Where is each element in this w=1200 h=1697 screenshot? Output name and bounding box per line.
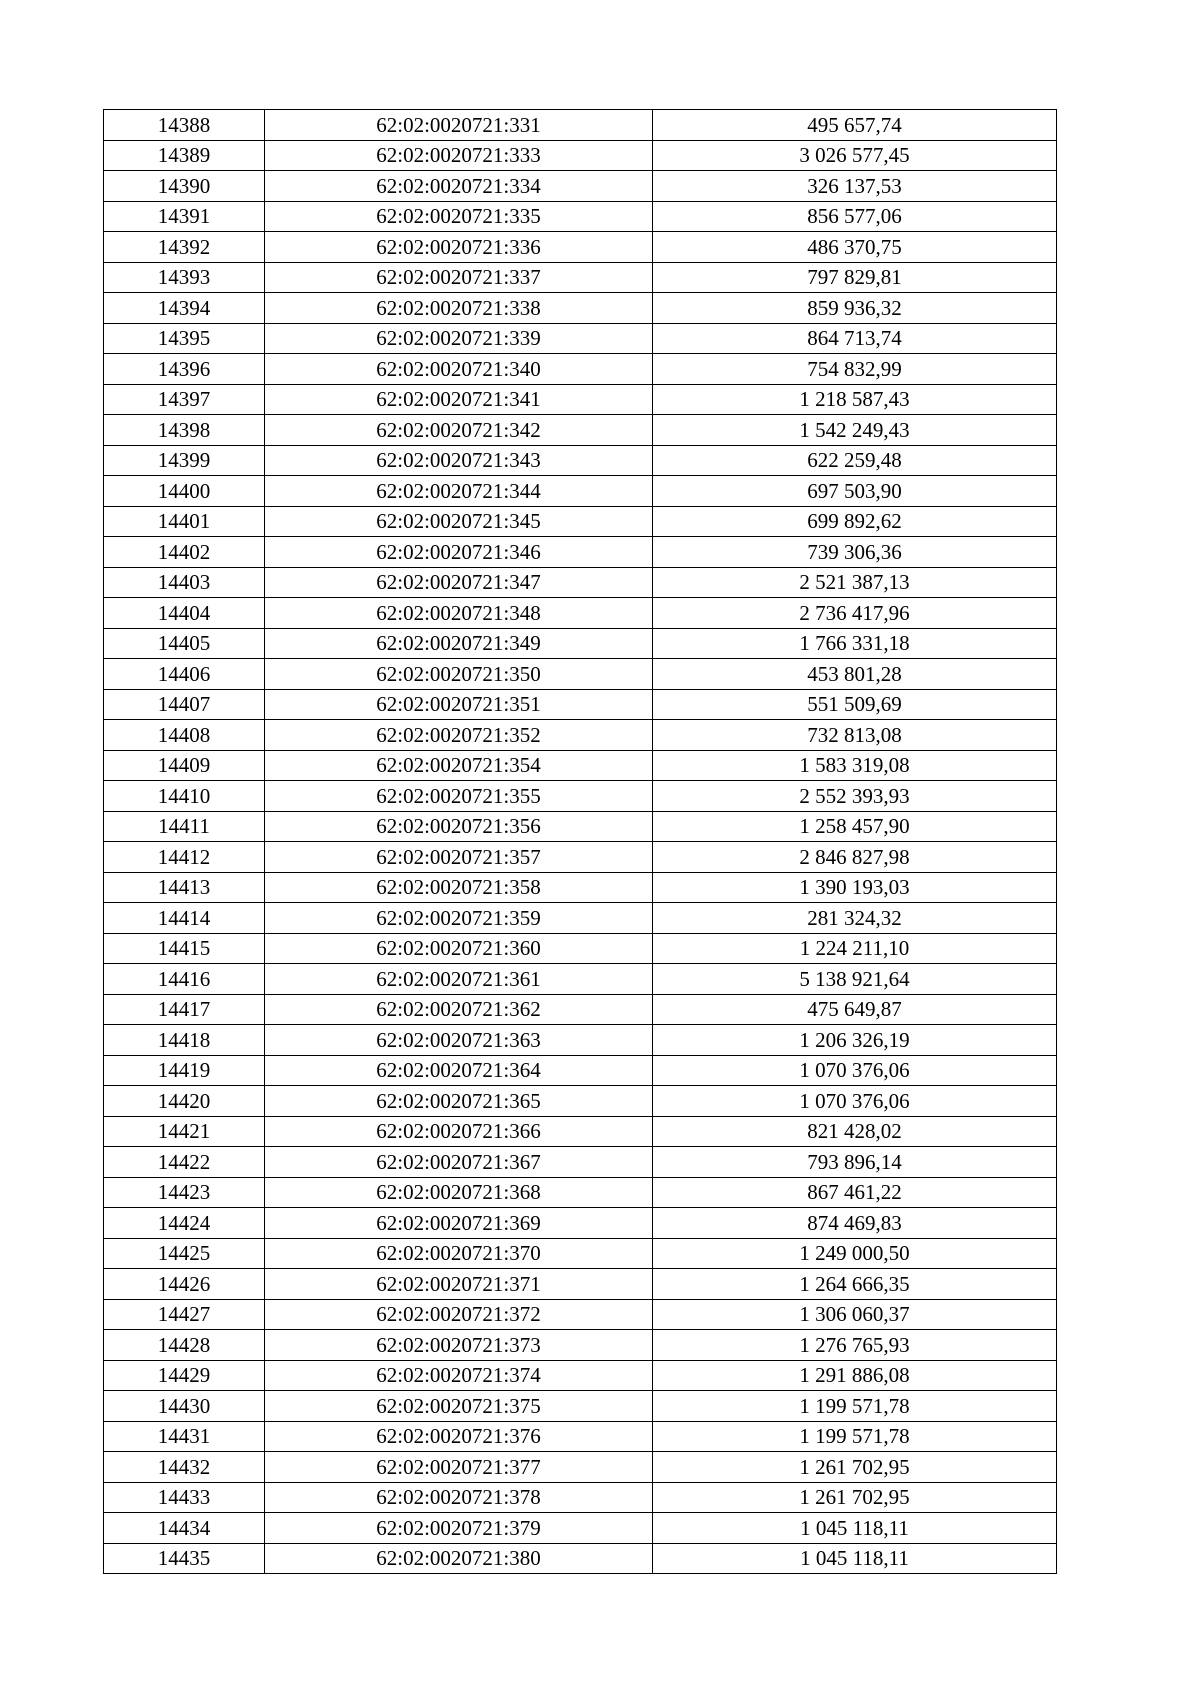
table-row	[104, 415, 1057, 446]
cadastral-number-cell: 62:02:0020721:362	[265, 994, 653, 1025]
cadastral-number-cell: 62:02:0020721:368	[265, 1177, 653, 1208]
cadastral-number-cell: 62:02:0020721:338	[265, 293, 653, 324]
cadastral-number-cell: 62:02:0020721:376	[265, 1421, 653, 1452]
table-row	[104, 720, 1057, 751]
cadastral-number-cell: 62:02:0020721:374	[265, 1360, 653, 1391]
cadastral-value-cell: 1 276 765,93	[653, 1330, 1057, 1361]
row-number-cell: 14393	[104, 262, 265, 293]
cadastral-value-cell: 5 138 921,64	[653, 964, 1057, 995]
row-number-cell: 14404	[104, 598, 265, 629]
table-row	[104, 1360, 1057, 1391]
table-row	[104, 903, 1057, 934]
cadastral-number-cell: 62:02:0020721:379	[265, 1513, 653, 1544]
cadastral-number-cell: 62:02:0020721:357	[265, 842, 653, 873]
cadastral-number-cell: 62:02:0020721:342	[265, 415, 653, 446]
table-row	[104, 628, 1057, 659]
cadastral-value-cell: 1 070 376,06	[653, 1086, 1057, 1117]
row-number-cell: 14403	[104, 567, 265, 598]
table-row	[104, 567, 1057, 598]
cadastral-value-cell: 1 070 376,06	[653, 1055, 1057, 1086]
cadastral-value-cell: 495 657,74	[653, 110, 1057, 141]
cadastral-number-cell: 62:02:0020721:346	[265, 537, 653, 568]
cadastral-number-cell: 62:02:0020721:331	[265, 110, 653, 141]
row-number-cell: 14430	[104, 1391, 265, 1422]
table-row	[104, 476, 1057, 507]
table-row	[104, 1391, 1057, 1422]
row-number-cell: 14434	[104, 1513, 265, 1544]
table-row	[104, 1543, 1057, 1574]
row-number-cell: 14416	[104, 964, 265, 995]
table-row	[104, 201, 1057, 232]
row-number-cell: 14396	[104, 354, 265, 385]
table-row	[104, 354, 1057, 385]
table-row	[104, 1513, 1057, 1544]
table-row	[104, 781, 1057, 812]
cadastral-number-cell: 62:02:0020721:367	[265, 1147, 653, 1178]
table-row	[104, 1299, 1057, 1330]
cadastral-value-cell: 732 813,08	[653, 720, 1057, 751]
cadastral-number-cell: 62:02:0020721:360	[265, 933, 653, 964]
row-number-cell: 14411	[104, 811, 265, 842]
cadastral-number-cell: 62:02:0020721:339	[265, 323, 653, 354]
row-number-cell: 14421	[104, 1116, 265, 1147]
table-row	[104, 110, 1057, 141]
table-row	[104, 323, 1057, 354]
cadastral-value-cell: 1 045 118,11	[653, 1543, 1057, 1574]
cadastral-value-cell: 475 649,87	[653, 994, 1057, 1025]
cadastral-value-cell: 1 390 193,03	[653, 872, 1057, 903]
cadastral-number-cell: 62:02:0020721:340	[265, 354, 653, 385]
cadastral-number-cell: 62:02:0020721:345	[265, 506, 653, 537]
cadastral-number-cell: 62:02:0020721:366	[265, 1116, 653, 1147]
row-number-cell: 14414	[104, 903, 265, 934]
cadastral-value-cell: 1 542 249,43	[653, 415, 1057, 446]
table-row	[104, 689, 1057, 720]
cadastral-value-cell: 1 258 457,90	[653, 811, 1057, 842]
cadastral-number-cell: 62:02:0020721:359	[265, 903, 653, 934]
cadastral-value-cell: 1 261 702,95	[653, 1452, 1057, 1483]
cadastral-value-cell: 622 259,48	[653, 445, 1057, 476]
row-number-cell: 14413	[104, 872, 265, 903]
cadastral-value-cell: 697 503,90	[653, 476, 1057, 507]
table-row	[104, 750, 1057, 781]
table-row	[104, 1482, 1057, 1513]
cadastral-number-cell: 62:02:0020721:348	[265, 598, 653, 629]
row-number-cell: 14389	[104, 140, 265, 171]
table-row	[104, 1177, 1057, 1208]
row-number-cell: 14400	[104, 476, 265, 507]
row-number-cell: 14412	[104, 842, 265, 873]
cadastral-value-cell: 1 249 000,50	[653, 1238, 1057, 1269]
cadastral-value-cell: 821 428,02	[653, 1116, 1057, 1147]
cadastral-value-cell: 856 577,06	[653, 201, 1057, 232]
row-number-cell: 14429	[104, 1360, 265, 1391]
row-number-cell: 14435	[104, 1543, 265, 1574]
cadastral-value-cell: 1 291 886,08	[653, 1360, 1057, 1391]
cadastral-value-cell: 326 137,53	[653, 171, 1057, 202]
cadastral-value-cell: 739 306,36	[653, 537, 1057, 568]
row-number-cell: 14401	[104, 506, 265, 537]
cadastral-number-cell: 62:02:0020721:343	[265, 445, 653, 476]
table-row	[104, 1452, 1057, 1483]
table-row	[104, 1269, 1057, 1300]
row-number-cell: 14407	[104, 689, 265, 720]
cadastral-number-cell: 62:02:0020721:372	[265, 1299, 653, 1330]
cadastral-value-cell: 551 509,69	[653, 689, 1057, 720]
row-number-cell: 14418	[104, 1025, 265, 1056]
cadastral-value-cell: 1 766 331,18	[653, 628, 1057, 659]
cadastral-number-cell: 62:02:0020721:334	[265, 171, 653, 202]
row-number-cell: 14390	[104, 171, 265, 202]
row-number-cell: 14410	[104, 781, 265, 812]
cadastral-number-cell: 62:02:0020721:347	[265, 567, 653, 598]
cadastral-number-cell: 62:02:0020721:351	[265, 689, 653, 720]
cadastral-value-cell: 864 713,74	[653, 323, 1057, 354]
cadastral-value-cell: 2 521 387,13	[653, 567, 1057, 598]
table-row	[104, 1208, 1057, 1239]
table-row	[104, 1238, 1057, 1269]
table-row	[104, 506, 1057, 537]
table-row	[104, 1330, 1057, 1361]
row-number-cell: 14392	[104, 232, 265, 263]
row-number-cell: 14419	[104, 1055, 265, 1086]
cadastral-value-cell: 2 846 827,98	[653, 842, 1057, 873]
cadastral-number-cell: 62:02:0020721:369	[265, 1208, 653, 1239]
table-row	[104, 1055, 1057, 1086]
table-row	[104, 1421, 1057, 1452]
row-number-cell: 14423	[104, 1177, 265, 1208]
cadastral-value-cell: 1 264 666,35	[653, 1269, 1057, 1300]
cadastral-value-cell: 754 832,99	[653, 354, 1057, 385]
table-row	[104, 293, 1057, 324]
cadastral-number-cell: 62:02:0020721:363	[265, 1025, 653, 1056]
cadastral-value-cell: 1 199 571,78	[653, 1391, 1057, 1422]
cadastral-value-table	[103, 109, 1057, 1574]
row-number-cell: 14399	[104, 445, 265, 476]
row-number-cell: 14395	[104, 323, 265, 354]
table-row	[104, 811, 1057, 842]
row-number-cell: 14406	[104, 659, 265, 690]
table-row	[104, 232, 1057, 263]
cadastral-value-cell: 874 469,83	[653, 1208, 1057, 1239]
cadastral-value-cell: 859 936,32	[653, 293, 1057, 324]
cadastral-value-cell: 1 199 571,78	[653, 1421, 1057, 1452]
cadastral-number-cell: 62:02:0020721:349	[265, 628, 653, 659]
cadastral-number-cell: 62:02:0020721:364	[265, 1055, 653, 1086]
table-row	[104, 933, 1057, 964]
cadastral-value-cell: 793 896,14	[653, 1147, 1057, 1178]
row-number-cell: 14415	[104, 933, 265, 964]
cadastral-number-cell: 62:02:0020721:356	[265, 811, 653, 842]
row-number-cell: 14426	[104, 1269, 265, 1300]
cadastral-value-cell: 486 370,75	[653, 232, 1057, 263]
cadastral-value-cell: 1 224 211,10	[653, 933, 1057, 964]
cadastral-value-cell: 867 461,22	[653, 1177, 1057, 1208]
row-number-cell: 14422	[104, 1147, 265, 1178]
cadastral-number-cell: 62:02:0020721:358	[265, 872, 653, 903]
cadastral-number-cell: 62:02:0020721:336	[265, 232, 653, 263]
row-number-cell: 14388	[104, 110, 265, 141]
cadastral-number-cell: 62:02:0020721:333	[265, 140, 653, 171]
cadastral-number-cell: 62:02:0020721:375	[265, 1391, 653, 1422]
row-number-cell: 14420	[104, 1086, 265, 1117]
table-row	[104, 598, 1057, 629]
row-number-cell: 14398	[104, 415, 265, 446]
cadastral-number-cell: 62:02:0020721:378	[265, 1482, 653, 1513]
table-row	[104, 1147, 1057, 1178]
table-row	[104, 171, 1057, 202]
cadastral-number-cell: 62:02:0020721:344	[265, 476, 653, 507]
cadastral-number-cell: 62:02:0020721:341	[265, 384, 653, 415]
cadastral-value-cell: 1 261 702,95	[653, 1482, 1057, 1513]
cadastral-number-cell: 62:02:0020721:373	[265, 1330, 653, 1361]
row-number-cell: 14405	[104, 628, 265, 659]
cadastral-value-cell: 1 583 319,08	[653, 750, 1057, 781]
table-row	[104, 1116, 1057, 1147]
row-number-cell: 14428	[104, 1330, 265, 1361]
cadastral-value-cell: 797 829,81	[653, 262, 1057, 293]
cadastral-value-cell: 699 892,62	[653, 506, 1057, 537]
table-row	[104, 964, 1057, 995]
row-number-cell: 14433	[104, 1482, 265, 1513]
cadastral-value-cell: 2 736 417,96	[653, 598, 1057, 629]
row-number-cell: 14427	[104, 1299, 265, 1330]
cadastral-value-cell: 1 218 587,43	[653, 384, 1057, 415]
cadastral-number-cell: 62:02:0020721:361	[265, 964, 653, 995]
table-body	[104, 110, 1057, 1574]
table-row	[104, 384, 1057, 415]
cadastral-number-cell: 62:02:0020721:352	[265, 720, 653, 751]
row-number-cell: 14397	[104, 384, 265, 415]
cadastral-number-cell: 62:02:0020721:337	[265, 262, 653, 293]
table-row	[104, 872, 1057, 903]
cadastral-number-cell: 62:02:0020721:350	[265, 659, 653, 690]
cadastral-number-cell: 62:02:0020721:380	[265, 1543, 653, 1574]
cadastral-number-cell: 62:02:0020721:365	[265, 1086, 653, 1117]
row-number-cell: 14402	[104, 537, 265, 568]
cadastral-number-cell: 62:02:0020721:354	[265, 750, 653, 781]
row-number-cell: 14425	[104, 1238, 265, 1269]
cadastral-number-cell: 62:02:0020721:377	[265, 1452, 653, 1483]
cadastral-value-cell: 3 026 577,45	[653, 140, 1057, 171]
row-number-cell: 14408	[104, 720, 265, 751]
row-number-cell: 14394	[104, 293, 265, 324]
cadastral-value-cell: 453 801,28	[653, 659, 1057, 690]
table-row	[104, 1025, 1057, 1056]
row-number-cell: 14391	[104, 201, 265, 232]
row-number-cell: 14424	[104, 1208, 265, 1239]
cadastral-number-cell: 62:02:0020721:370	[265, 1238, 653, 1269]
cadastral-number-cell: 62:02:0020721:335	[265, 201, 653, 232]
table-row	[104, 262, 1057, 293]
table-row	[104, 537, 1057, 568]
cadastral-value-cell: 1 206 326,19	[653, 1025, 1057, 1056]
table-row	[104, 659, 1057, 690]
cadastral-number-cell: 62:02:0020721:355	[265, 781, 653, 812]
cadastral-number-cell: 62:02:0020721:371	[265, 1269, 653, 1300]
table-row	[104, 994, 1057, 1025]
table-row	[104, 842, 1057, 873]
row-number-cell: 14432	[104, 1452, 265, 1483]
table-row	[104, 140, 1057, 171]
row-number-cell: 14409	[104, 750, 265, 781]
cadastral-value-cell: 281 324,32	[653, 903, 1057, 934]
table-row	[104, 445, 1057, 476]
row-number-cell: 14417	[104, 994, 265, 1025]
cadastral-value-cell: 1 045 118,11	[653, 1513, 1057, 1544]
row-number-cell: 14431	[104, 1421, 265, 1452]
table-row	[104, 1086, 1057, 1117]
cadastral-value-cell: 2 552 393,93	[653, 781, 1057, 812]
cadastral-value-cell: 1 306 060,37	[653, 1299, 1057, 1330]
